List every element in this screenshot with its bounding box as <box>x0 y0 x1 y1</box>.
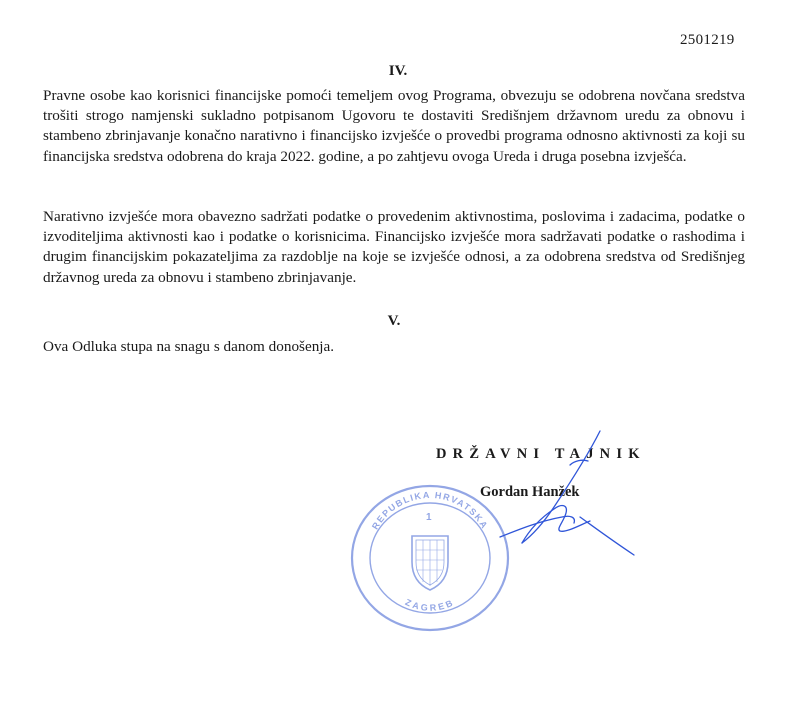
stamp-number: 1 <box>426 512 432 523</box>
section-v-paragraph: Ova Odluka stupa na snagu s danom donošenja. <box>43 338 335 355</box>
signatory-name: Gordan Hanžek <box>480 484 580 500</box>
section-iv-heading: IV. <box>388 63 408 79</box>
handwritten-signature-icon <box>470 425 650 575</box>
section-v-heading: V. <box>387 313 401 329</box>
stamp-top-text: REPUBLIKA HRVATSKA <box>369 489 491 532</box>
section-iv-paragraph-2: Narativno izvješće mora obavezno sadržati podatke o provedenim aktivnostima, poslovima i zadacima, podatke o izvoditeljima aktivnosti kao i podatke o korisnicima. Financijsko izvješće mora sadržavati podatke o rashodima i drugim financijskim pokazateljima za razdoblje na koje se izvješće odnosi, a za odobrena sredstva od Središnjeg državnog ureda za obnovu i stambeno zbrinjavanje. <box>43 208 745 286</box>
section-iv-paragraph-1: Pravne osobe kao korisnici financijske pomoći temeljem ovog Programa, obvezuju se odobrena novčana sredstva trošiti strogo namjenski sukladno potpisanom Ugovoru te dostaviti Središnjem državnom uredu za obnovu i stambeno zbrinjavanje konačno narativno i financijsko izvješće o provedbi programa odnosno aktivnosti za koji su financijska sredstva odobrena do kraja 2022. godine, a po zahtjevu ovoga Ureda i druga posebna izvješća. <box>43 87 745 165</box>
stamp-bottom-text: ZAGREB <box>403 596 457 613</box>
signatory-title: DRŽAVNI TAJNIK <box>436 446 646 462</box>
document-number: 2501219 <box>680 32 735 48</box>
